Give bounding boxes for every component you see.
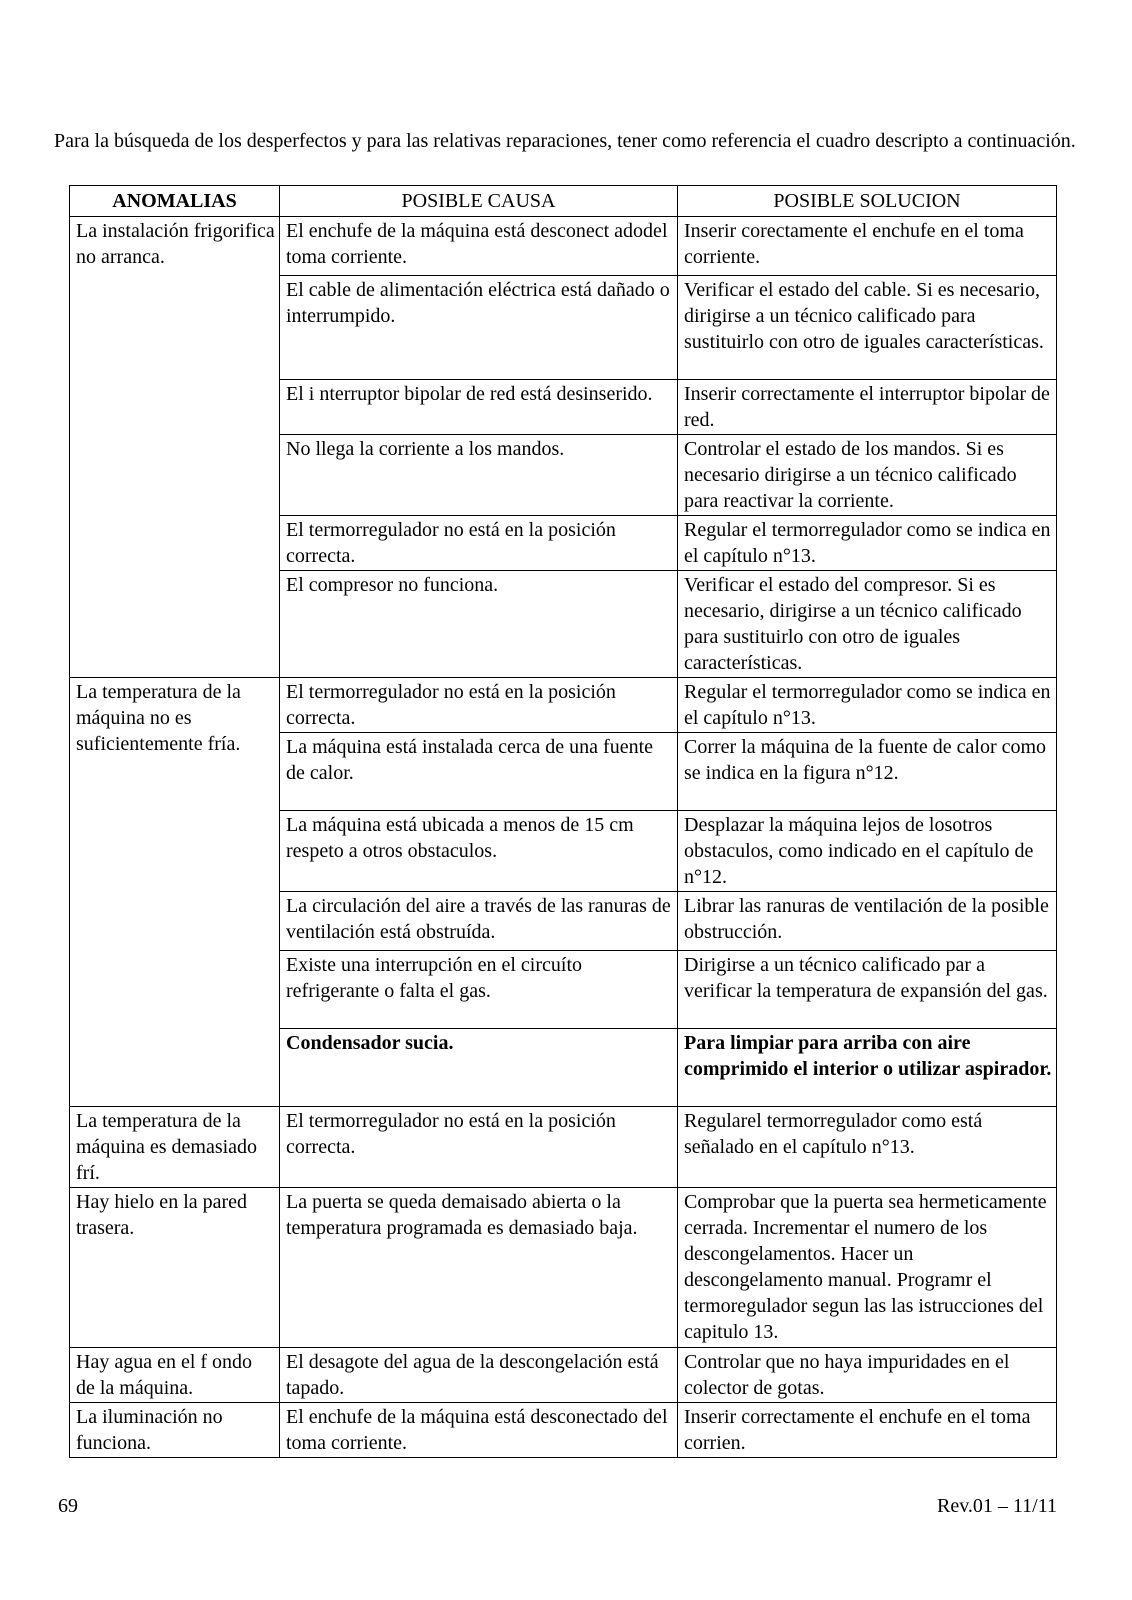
intro-paragraph: Para la búsqueda de los desperfectos y para las relativas reparaciones, tener como referencia el cuadro descripto a continuación.	[54, 130, 1076, 152]
anomaly-cell: La instalación frigorifica no arranca.	[70, 217, 280, 678]
cause-cell: El enchufe de la máquina está desconect adodel toma corriente.	[280, 217, 678, 276]
solution-cell: Dirigirse a un técnico calificado par a verificar la temperatura de expansión del gas.	[678, 951, 1057, 1029]
solution-cell: Comprobar que la puerta sea hermeticamente cerrada. Incrementar el numero de los descongelamentos. Hacer un descongelamento manual. Programr el termoregulador segun las las istrucciones del capitulo 13.	[678, 1188, 1057, 1348]
solution-cell: Inserir corectamente el enchufe en el toma corriente.	[678, 217, 1057, 276]
solution-cell: Librar las ranuras de ventilación de la posible obstrucción.	[678, 892, 1057, 951]
solution-cell: Regularel termorregulador como está señalado en el capítulo n°13.	[678, 1107, 1057, 1188]
cause-cell: La circulación del aire a través de las ranuras de ventilación está obstruída.	[280, 892, 678, 951]
header-posible-solucion: POSIBLE SOLUCION	[678, 186, 1057, 217]
cause-cell: El termorregulador no está en la posición correcta.	[280, 678, 678, 733]
solution-cell: Verificar el estado del compresor. Si es necesario, dirigirse a un técnico calificado para sustituirlo con otro de iguales características.	[678, 571, 1057, 678]
page-number: 69	[58, 1495, 78, 1517]
cause-cell: El termorregulador no está en la posición correcta.	[280, 516, 678, 571]
cause-cell: El i nterruptor bipolar de red está desinserido.	[280, 380, 678, 435]
cause-cell: La máquina está ubicada a menos de 15 cm respeto a otros obstaculos.	[280, 811, 678, 892]
table-row	[70, 1348, 1057, 1403]
table-row	[70, 678, 1057, 733]
cause-cell: El cable de alimentación eléctrica está dañado o interrumpido.	[280, 276, 678, 380]
solution-cell: Controlar el estado de los mandos. Si es necesario dirigirse a un técnico calificado para reactivar la corriente.	[678, 435, 1057, 516]
cause-cell: La máquina está instalada cerca de una fuente de calor.	[280, 733, 678, 811]
solution-cell: Inserir correctamente el interruptor bipolar de red.	[678, 380, 1057, 435]
cause-cell: Condensador sucia.	[280, 1029, 678, 1107]
solution-cell: Inserir correctamente el enchufe en el toma corrien.	[678, 1403, 1057, 1458]
anomaly-cell: La iluminación no funciona.	[70, 1403, 280, 1458]
solution-cell: Para limpiar para arriba con aire comprimido el interior o utilizar aspirador.	[678, 1029, 1057, 1107]
cause-cell: No llega la corriente a los mandos.	[280, 435, 678, 516]
table-row	[70, 1107, 1057, 1188]
anomaly-cell: Hay hielo en la pared trasera.	[70, 1188, 280, 1348]
solution-cell: Regular el termorregulador como se indica en el capítulo n°13.	[678, 678, 1057, 733]
solution-cell: Verificar el estado del cable. Si es necesario, dirigirse a un técnico calificado para sustituirlo con otro de iguales características.	[678, 276, 1057, 380]
cause-cell: El desagote del agua de la descongelación está tapado.	[280, 1348, 678, 1403]
anomaly-cell: La temperatura de la máquina no es suficientemente fría.	[70, 678, 280, 1107]
cause-cell: La puerta se queda demaisado abierta o la temperatura programada es demasiado baja.	[280, 1188, 678, 1348]
troubleshooting-table	[69, 185, 1057, 1458]
solution-cell: Regular el termorregulador como se indica en el capítulo n°13.	[678, 516, 1057, 571]
table-row	[70, 217, 1057, 276]
cause-cell: Existe una interrupción en el circuíto refrigerante o falta el gas.	[280, 951, 678, 1029]
cause-cell: El compresor no funciona.	[280, 571, 678, 678]
revision-label: Rev.01 – 11/11	[937, 1495, 1057, 1517]
anomaly-cell: Hay agua en el f ondo de la máquina.	[70, 1348, 280, 1403]
solution-cell: Controlar que no haya impuridades en el colector de gotas.	[678, 1348, 1057, 1403]
anomaly-cell: La temperatura de la máquina es demasiado frí.	[70, 1107, 280, 1188]
cause-cell: El enchufe de la máquina está desconectado del toma corriente.	[280, 1403, 678, 1458]
table-header-row	[70, 186, 1057, 217]
header-anomalias: ANOMALIAS	[70, 186, 280, 217]
header-posible-causa: POSIBLE CAUSA	[280, 186, 678, 217]
table-row	[70, 1403, 1057, 1458]
table-row	[70, 1188, 1057, 1348]
cause-cell: El termorregulador no está en la posición correcta.	[280, 1107, 678, 1188]
solution-cell: Desplazar la máquina lejos de losotros obstaculos, como indicado en el capítulo de n°12.	[678, 811, 1057, 892]
solution-cell: Correr la máquina de la fuente de calor como se indica en la figura n°12.	[678, 733, 1057, 811]
